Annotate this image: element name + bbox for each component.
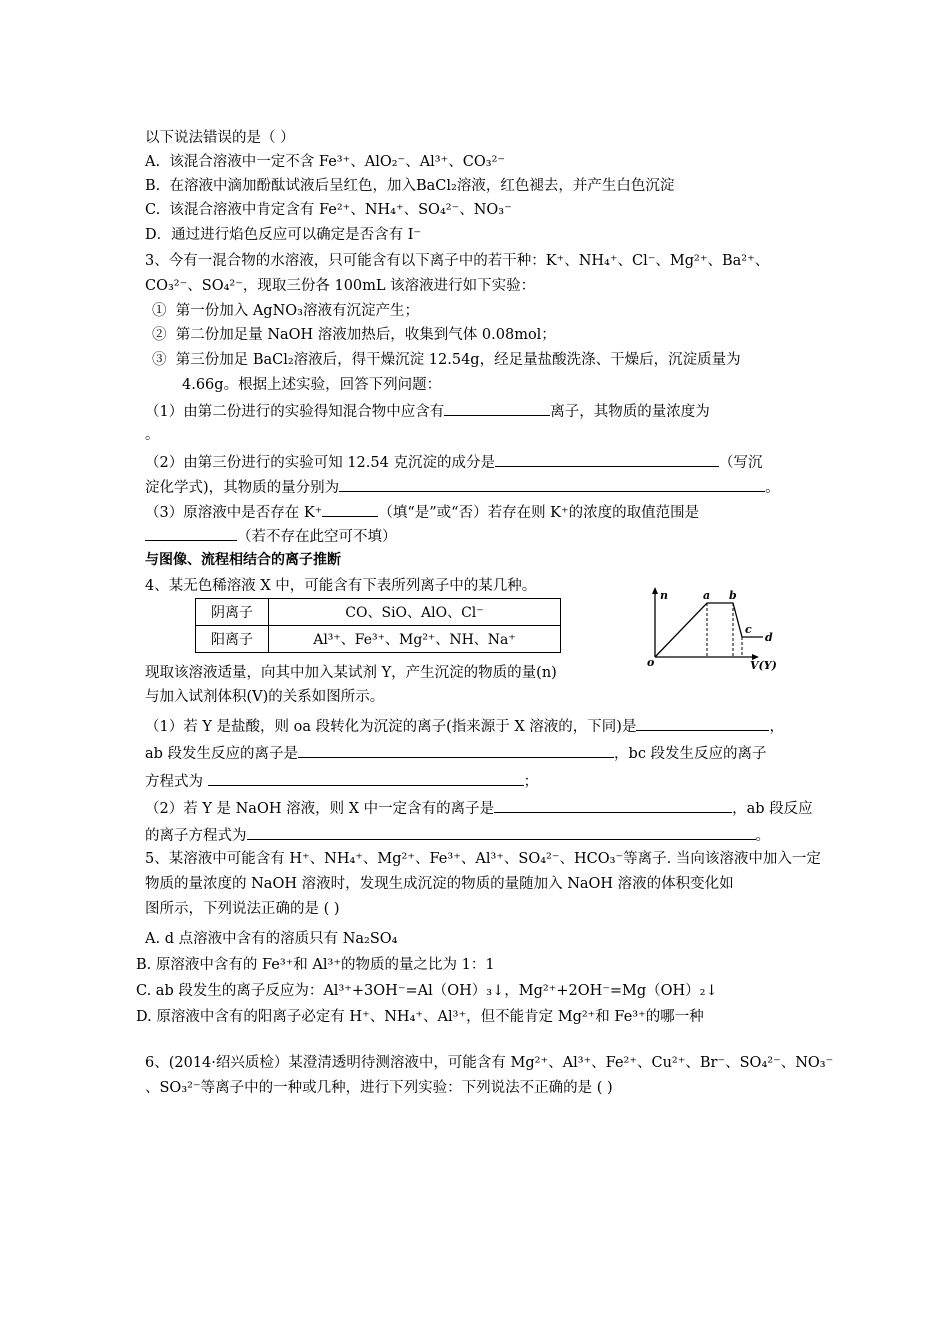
q4-sub1-cont <box>145 741 767 765</box>
q2-option-c-label: C. <box>145 202 161 218</box>
q2-option-b-text: 在溶液中滴加酚酞试液后呈红色，加入BaCl₂溶液，红色褪去，并产生白色沉淀 <box>169 178 675 194</box>
point-c-label: c <box>745 623 752 636</box>
q2-option-a <box>145 151 505 173</box>
q4-sub1-e: 方程式为 <box>145 774 203 790</box>
precipitate-graph <box>645 585 790 673</box>
q5-option-a: A. d 点溶液中含有的溶质只有 Na₂SO₄ <box>145 931 398 947</box>
answer-blank[interactable] <box>208 769 524 786</box>
answer-blank[interactable] <box>322 500 378 517</box>
ion-table <box>195 598 561 653</box>
point-a-label: a <box>703 589 711 602</box>
q3-sub3 <box>145 500 699 524</box>
answer-blank[interactable] <box>636 714 769 731</box>
q4-sub1-a: （1）若 Y 是盐酸，则 oa 段转化为沉淀的离子(指来源于 X 溶液的，下同)是 <box>145 719 637 735</box>
origin-label: o <box>647 656 655 669</box>
q2-option-b <box>145 175 674 197</box>
q3-sub2-cont <box>145 475 780 499</box>
q3-sub1 <box>145 399 710 423</box>
q4-sub1 <box>145 714 784 738</box>
q6-line1: 6、(2014·绍兴质检）某澄清透明待测溶液中，可能含有 Mg²⁺、Al³⁺、Fe²⁺、Cu²⁺、Br⁻、SO₄²⁻、NO₃⁻ <box>145 1055 834 1071</box>
q3-sub3-a: （3）原溶液中是否存在 K⁺ <box>145 505 323 521</box>
q5-line3: 图所示，下列说法正确的是 ( ) <box>145 901 340 917</box>
table-head-anion: 阴离子 <box>196 599 269 626</box>
q2-option-c-text: 该混合溶液中肯定含有 Fe²⁺、NH₄⁺、SO₄²⁻、NO₃⁻ <box>169 202 512 218</box>
table-value-cation: Al³⁺、Fe³⁺、Mg²⁺、NH、Na⁺ <box>269 626 561 653</box>
q3-line2: CO₃²⁻、SO₄²⁻，现取三份各 100mL 该溶液进行如下实验： <box>145 278 536 294</box>
answer-blank[interactable] <box>444 399 550 416</box>
q2-option-d-label: D． <box>145 227 172 243</box>
q4-sub2 <box>145 796 813 820</box>
q4-sub1-c: ab 段发生反应的离子是 <box>145 746 299 762</box>
q3-step3-num: ③ <box>152 352 167 368</box>
q3-sub2-d: 。 <box>765 480 780 496</box>
q2-intro: 以下说法错误的是（ ） <box>145 130 295 146</box>
q4-sub2-c: 的离子方程式为 <box>145 828 247 844</box>
point-b-label: b <box>729 589 737 602</box>
q3-sub1-b: 离子，其物质的量浓度为 <box>550 404 710 420</box>
q4-sub1-eq <box>145 769 538 793</box>
q4-line3: 与加入试剂体积(V)的关系如图所示。 <box>145 689 385 705</box>
q4-sub1-f: ； <box>523 774 539 790</box>
q4-sub2-d: 。 <box>755 828 770 844</box>
q5-line1: 5、某溶液中可能含有 H⁺、NH₄⁺、Mg²⁺、Fe³⁺、Al³⁺、SO₄²⁻、HCO₃⁻等离子. 当向该溶液中加入一定 <box>145 851 821 867</box>
y-axis-label: n <box>660 589 668 602</box>
point-d-label: d <box>765 631 773 644</box>
q3-sub3-b: （填“是”或“否）若存在则 K⁺的浓度的取值范围是 <box>378 505 700 521</box>
q2-option-d <box>145 224 421 246</box>
q5-option-d: D. 原溶液中含有的阳离子必定有 H⁺、NH₄⁺、Al³⁺，但不能肯定 Mg²⁺和 Fe³⁺的哪一种 <box>136 1009 704 1025</box>
q3-line1: 3、今有一混合物的水溶液，只可能含有以下离子中的若干种：K⁺、NH₄⁺、Cl⁻、Mg²⁺、Ba²⁺、 <box>145 253 770 269</box>
table-head-cation: 阳离子 <box>196 626 269 653</box>
q4-sub2-b: ，ab 段反应 <box>732 801 813 817</box>
q3-sub2-c: 淀化学式)，其物质的量分别为 <box>145 480 340 496</box>
q3-sub1-a: （1）由第二份进行的实验得知混合物中应含有 <box>145 404 445 420</box>
y-axis-arrow <box>652 587 658 594</box>
answer-blank[interactable] <box>495 450 719 467</box>
q3-sub2 <box>145 450 762 474</box>
table-value-anion: CO、SiO、AlO、Cl⁻ <box>269 599 561 626</box>
q2-option-d-text: 通过进行焰色反应可以确定是否含有 I⁻ <box>171 227 422 243</box>
q2-option-c <box>145 199 512 221</box>
answer-blank[interactable] <box>494 796 732 813</box>
q3-step1-num: ① <box>152 303 167 319</box>
q2-option-a-label: A. <box>145 154 161 170</box>
q3-step3-cont: 4.66g。根据上述实验，回答下列问题： <box>182 377 442 393</box>
q3-step2-text: 第二份加足量 NaOH 溶液加热后，收集到气体 0.08mol； <box>175 327 556 343</box>
q3-step3-text: 第三份加足 BaCl₂溶液后，得干燥沉淀 12.54g，经足量盐酸洗涤、干燥后，沉淀质量为 <box>175 352 741 368</box>
q4-line1: 4、某无色稀溶液 X 中，可能含有下表所列离子中的某几种。 <box>145 578 537 594</box>
q3-sub1-cont: 。 <box>145 427 160 443</box>
q3-step1 <box>152 300 419 322</box>
q3-step1-text: 第一份加入 AgNO₃溶液有沉淀产生； <box>175 303 419 319</box>
q3-sub2-a: （2）由第三份进行的实验可知 12.54 克沉淀的成分是 <box>145 455 495 471</box>
q5-option-c: C. ab 段发生的离子反应为：Al³⁺+3OH⁻=Al（OH）₃↓，Mg²⁺+2OH⁻=Mg（OH）₂↓ <box>136 983 718 999</box>
x-axis-label: V(Y) <box>750 659 777 672</box>
answer-blank[interactable] <box>145 524 237 541</box>
q3-sub3-c: （若不存在此空可不填） <box>237 529 397 545</box>
q3-step2-num: ② <box>152 327 167 343</box>
q3-step3 <box>152 349 741 371</box>
q2-option-b-label: B. <box>145 178 161 194</box>
q5-line2: 物质的量浓度的 NaOH 溶液时，发现生成沉淀的物质的量随加入 NaOH 溶液的体积变化如 <box>145 876 734 892</box>
q3-step2 <box>152 324 556 346</box>
q5-option-b: B. 原溶液中含有的 Fe³⁺和 Al³⁺的物质的量之比为 1：1 <box>136 957 495 973</box>
q4-sub2-cont <box>145 823 770 847</box>
q4-sub1-b: ， <box>769 719 784 735</box>
answer-blank[interactable] <box>298 741 614 758</box>
table-row <box>196 599 561 626</box>
q4-sub1-d: ，bc 段发生反应的离子 <box>614 746 767 762</box>
section-title: 与图像、流程相结合的离子推断 <box>145 552 341 568</box>
q2-option-a-text: 该混合溶液中一定不含 Fe³⁺、AlO₂⁻、Al³⁺、CO₃²⁻ <box>169 154 506 170</box>
answer-blank[interactable] <box>339 475 765 492</box>
table-row <box>196 626 561 653</box>
q4-sub2-a: （2）若 Y 是 NaOH 溶液，则 X 中一定含有的离子是 <box>145 801 495 817</box>
q3-sub3-cont <box>145 524 397 548</box>
answer-blank[interactable] <box>247 823 756 840</box>
q6-line2: 、SO₃²⁻等离子中的一种或几种，进行下列实验：下列说法不正确的是 ( ) <box>145 1080 613 1096</box>
q4-line2: 现取该溶液适量，向其中加入某试剂 Y，产生沉淀的物质的量(n) <box>145 665 557 681</box>
q3-sub2-b: （写沉 <box>718 455 763 471</box>
